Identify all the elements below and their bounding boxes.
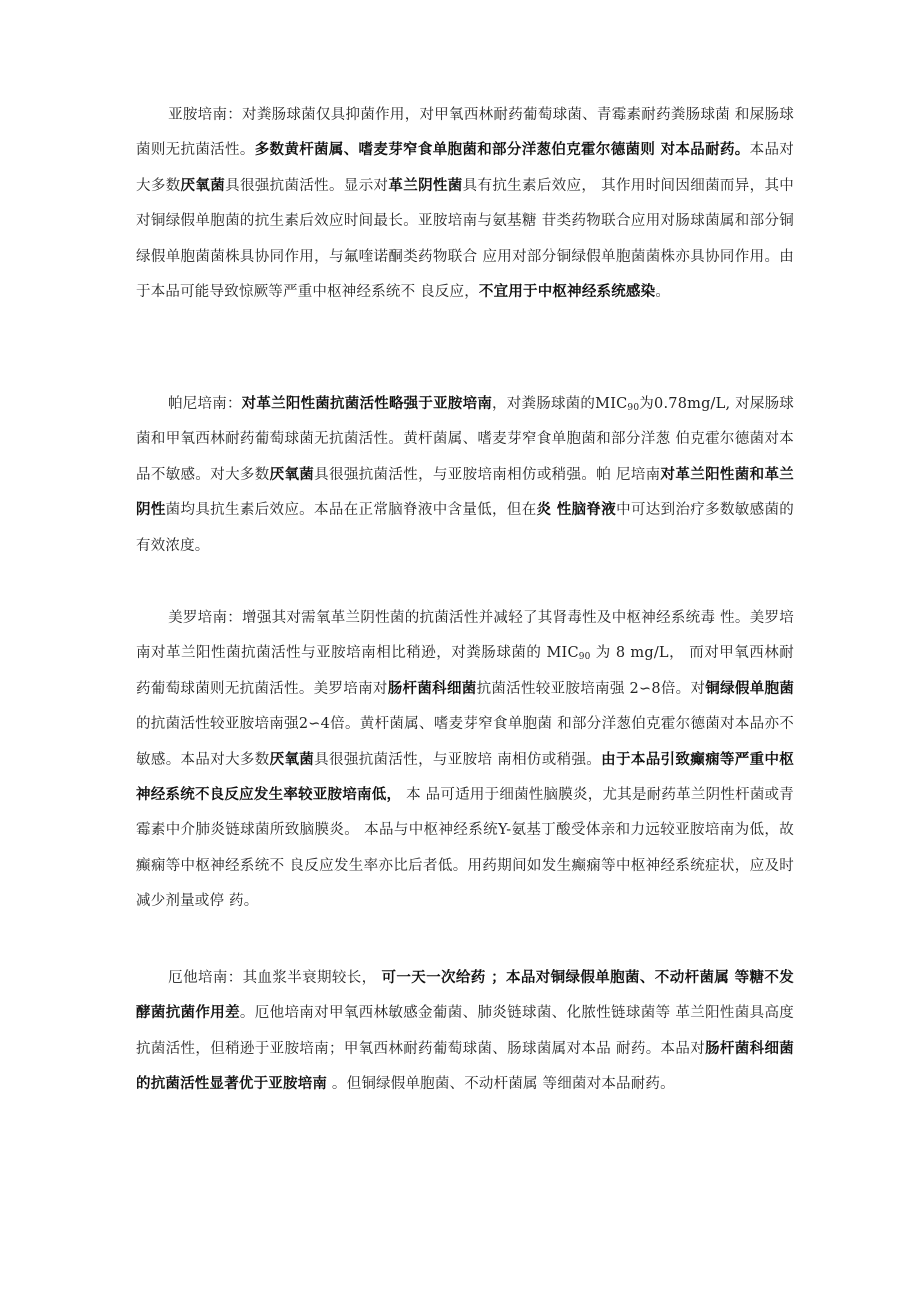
body-text: 美罗培南：增强其对需氧革兰阴性菌的抗菌活性并减轻了其肾毒性及中枢神经系统毒 性。美罗培南对革兰阳性菌抗菌活性与亚胺培南相比稍逊，对粪肠球菌的 MIC [136,610,794,662]
body-text: 的抗菌活性较亚胺培南强2∽4倍。黄杆菌属、嗜麦芽窄食单胞菌 和部分洋葱伯克霍尔德菌对本品亦不敏感。本品对大多数 [136,716,794,768]
subscript-text: 90 [578,652,591,663]
bold-text: 不宜用于中枢神经系统感染 [478,284,656,301]
body-text: 帕尼培南： [168,396,242,412]
paragraph-ertapenem [136,961,794,1103]
body-text: 具很强抗菌活性，与亚胺培 南相仿或稍强。 [314,751,602,768]
bold-text: 肠杆菌科细菌的抗菌活性显著优于亚胺培南 [136,1040,795,1093]
bold-text: 对革兰阳性菌抗菌活性略强于亚胺培南 [241,396,493,412]
body-text: 亚胺培南：对粪肠球菌仅具抑菌作用，对甲氧西林耐药葡萄球菌、青霉素耐药粪肠球菌 和屎肠球菌则无抗菌活性。 [136,107,794,159]
bold-text: 多数黄杆菌属、嗜麦芽窄食单胞菌和部分洋葱伯克霍尔德菌则 对本品耐药。 [254,142,750,159]
body-text: 菌均具抗生素后效应。本品在正常脑脊液中含量低，但在 [165,502,537,519]
body-text: 。但铜绿假单胞菌、不动杆菌属 等细菌对本品耐药。 [327,1076,675,1093]
body-text: 具很强抗菌活性，与亚胺培南相仿或稍强。帕 尼培南 [314,466,661,483]
bold-text: 革兰阴性菌 [388,177,463,194]
bold-text: 炎 性脑脊液 [536,502,617,519]
bold-text: 对革兰阳性菌和革兰阴性 [136,466,794,519]
bold-text: 肠杆菌科细菌 [387,680,477,697]
paragraph-imipenem [136,98,794,310]
bold-text: 可一天一次给药 ；本品对铜绿假单胞菌、不动杆菌属 等糖不发酵菌抗菌作用差 [136,970,794,1022]
bold-text: 厌氧菌 [269,751,315,768]
body-text: 本品对大多数 [136,142,794,194]
bold-text: 厌氧菌 [269,466,315,483]
bold-text: 铜绿假单胞菌 [705,680,795,697]
paragraph-panipenem [136,387,794,564]
body-text: 抗菌活性较亚胺培南强 2∽8倍。对 [476,680,706,697]
subscript-text: 90 [627,403,640,413]
bold-text: 厌氧菌 [180,177,226,194]
paragraph-meropenem [136,601,794,920]
body-text: 为0.78mg/L, 对屎肠球菌和甲氧西林耐药葡萄球菌无抗菌活性。黄杆菌属、嗜麦芽窄食单胞菌和部分洋葱 伯克霍尔德菌对本品不敏感。对大多数 [136,396,794,483]
bold-text: 由于本品引致癫痫等严重中枢神经系统不良反应发生率较亚胺培南低， [136,751,794,804]
body-text: 。 [655,284,671,301]
body-text: 。厄他培南对甲氧西林敏感金葡菌、肺炎链球菌、化脓性链球菌等 革兰阳性菌具高度抗菌活性，但稍逊于亚胺培南；甲氧西林耐药葡萄球菌、肠球菌属对本品 耐药。本品对 [136,1005,794,1057]
body-text: 为 8 mg/L， 而对甲氧西林耐药葡萄球菌则无抗菌活性。美罗培南对 [136,645,794,697]
body-text: 厄他培南：其血浆半衰期较长， [168,970,382,986]
body-text: 本 品可适用于细菌性脑膜炎，尤其是耐药革兰阴性杆菌或青霉素中介肺炎链球菌所致脑膜炎。 本品与中枢神经系统Y-氨基丁酸受体亲和力远较亚胺培南为低，故癫痫等中枢神经系统不 良反应发生率亦比后者低。用药期间如发生癫痫等中枢神经系统症状，应及时减少剂量或停 药。 [136,787,794,910]
body-text: 中可达到治疗多数敏感菌的有效浓度。 [136,502,794,554]
body-text: 具很强抗菌活性。显示对 [225,177,389,194]
body-text: 具有抗生素后效应， 其作用时间因细菌而异，其中对铜绿假单胞菌的抗生素后效应时间最长。亚胺培南与氨基糖 苷类药物联合应用对肠球菌属和部分铜绿假单胞菌菌株具协同作用，与氟喹诺酮类药物联合 应用对部分铜绿假单胞菌菌株亦具协同作用。由于本品可能导致惊厥等严重中枢神经系统不 良反应， [136,177,795,301]
body-text: ，对粪肠球菌的MIC [492,396,628,412]
